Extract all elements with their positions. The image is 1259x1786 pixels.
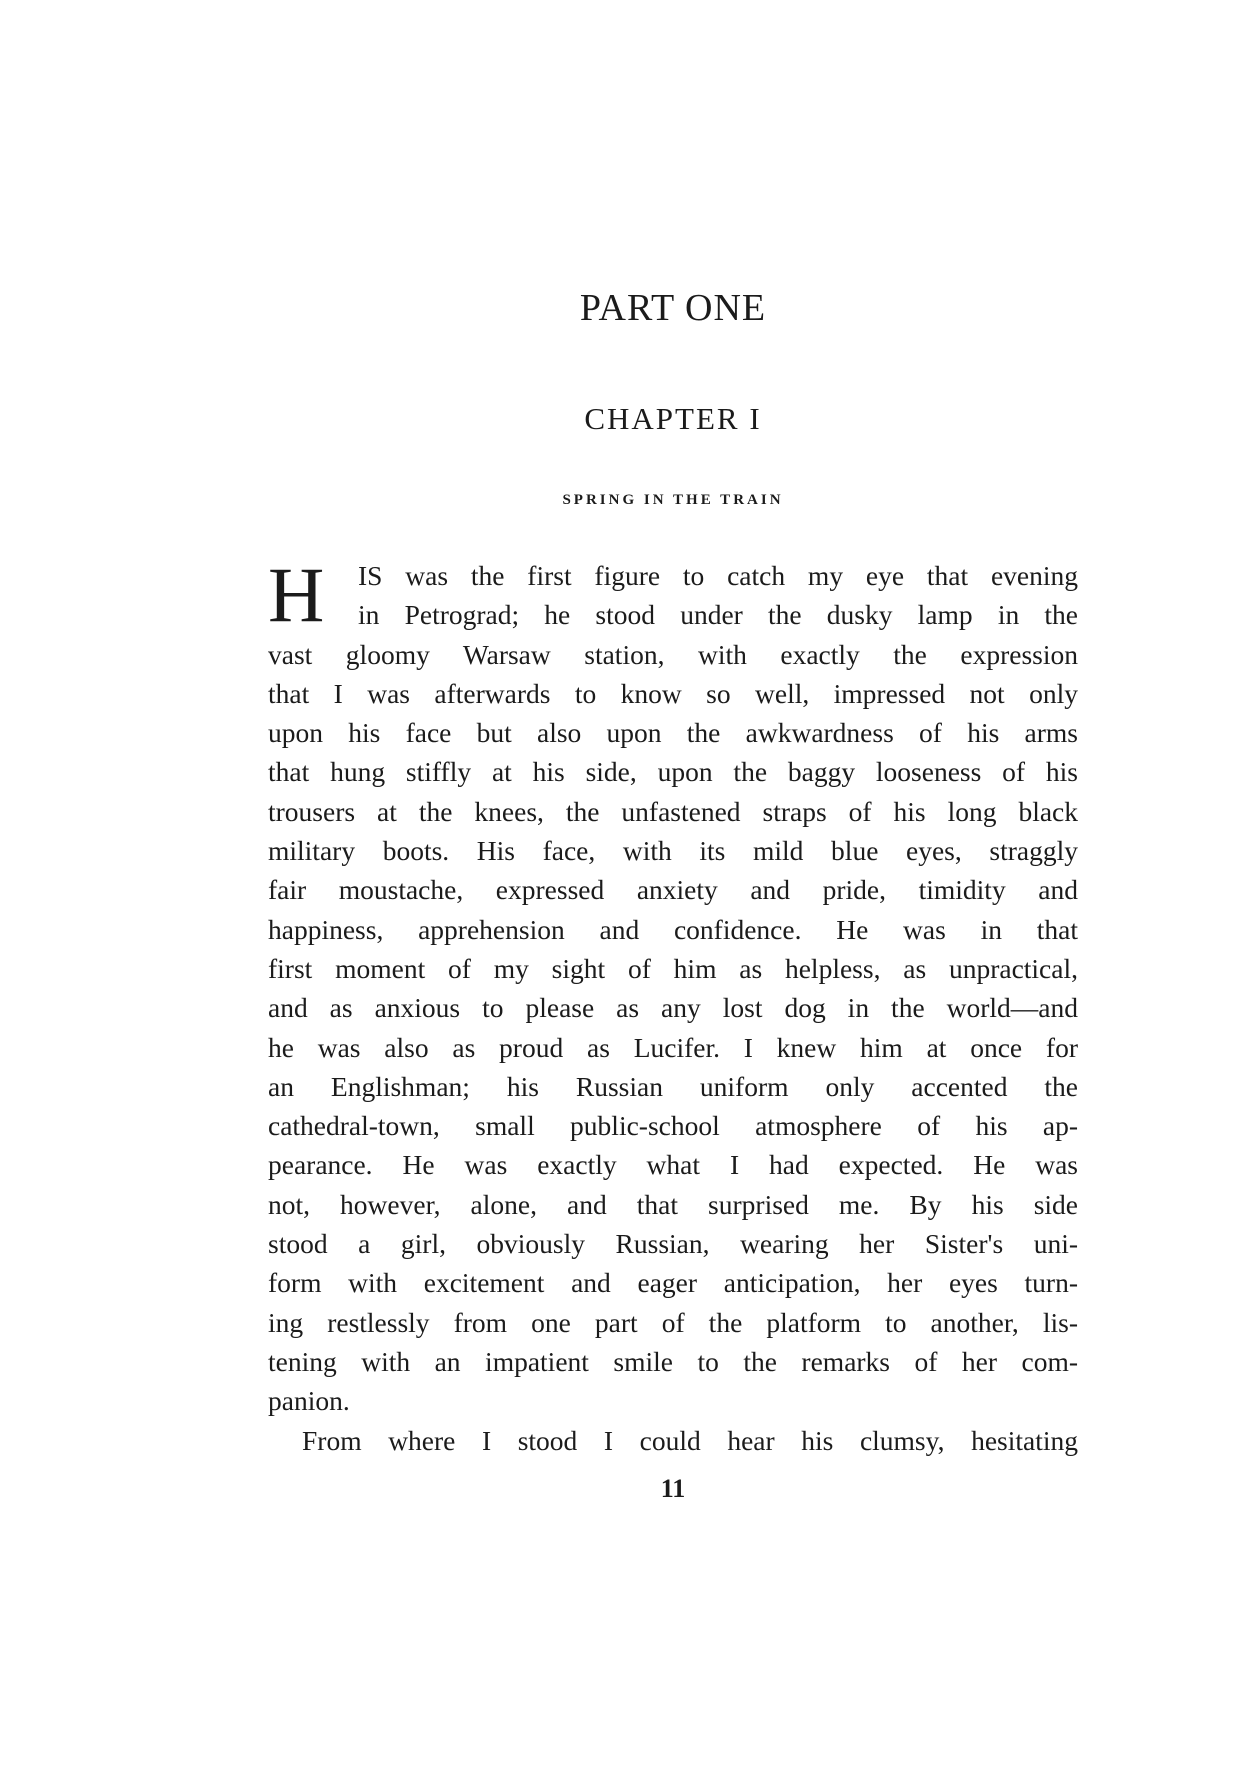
text-line: not, however, alone, and that surprised me. By his side [268, 1188, 1078, 1220]
text-line: trousers at the knees, the unfastened straps of his long black [268, 795, 1078, 827]
text-line: military boots. His face, with its mild blue eyes, straggly [268, 835, 1078, 867]
page-number: 11 [660, 1474, 686, 1503]
chapter-title: CHAPTER I [584, 401, 762, 436]
text-line: an Englishman; his Russian uniform only accented the [268, 1070, 1078, 1102]
text-line: that hung stiffly at his side, upon the baggy looseness of his [268, 756, 1078, 788]
text-line: vast gloomy Warsaw station, with exactly the expression [268, 638, 1078, 670]
text-line: stood a girl, obviously Russian, wearing her Sister's uni- [268, 1228, 1078, 1260]
text-line: in Petrograd; he stood under the dusky lamp in the [358, 599, 1078, 631]
text-line: ing restlessly from one part of the platform to another, lis- [268, 1306, 1078, 1338]
body-text [268, 551, 1078, 1460]
text-line: fair moustache, expressed anxiety and pride, timidity and [268, 874, 1078, 906]
text-line: pearance. He was exactly what I had expected. He was [268, 1149, 1078, 1181]
text-line: panion. [268, 1385, 350, 1417]
chapter-subtitle: SPRING IN THE TRAIN [562, 492, 784, 508]
text-line: that I was afterwards to know so well, impressed not only [268, 677, 1078, 709]
text-line: tening with an impatient smile to the remarks of her com- [268, 1345, 1078, 1377]
text-line: and as anxious to please as any lost dog in the world—and [268, 992, 1078, 1024]
part-title: PART ONE [579, 287, 767, 329]
text-line: first moment of my sight of him as helpless, as unpractical, [268, 952, 1078, 984]
text-line: happiness, apprehension and confidence. He was in that [268, 913, 1078, 945]
text-line: he was also as proud as Lucifer. I knew him at once for [268, 1031, 1078, 1063]
text-line: upon his face but also upon the awkwardness of his arms [268, 717, 1078, 749]
drop-cap: H [268, 551, 325, 638]
text-line: IS was the first figure to catch my eye that evening [358, 560, 1078, 591]
text-line: From where I stood I could hear his clumsy, hesitating [302, 1424, 1078, 1456]
text-line: form with excitement and eager anticipation, her eyes turn- [268, 1267, 1078, 1299]
text-line: cathedral-town, small public-school atmosphere of his ap- [268, 1110, 1078, 1142]
